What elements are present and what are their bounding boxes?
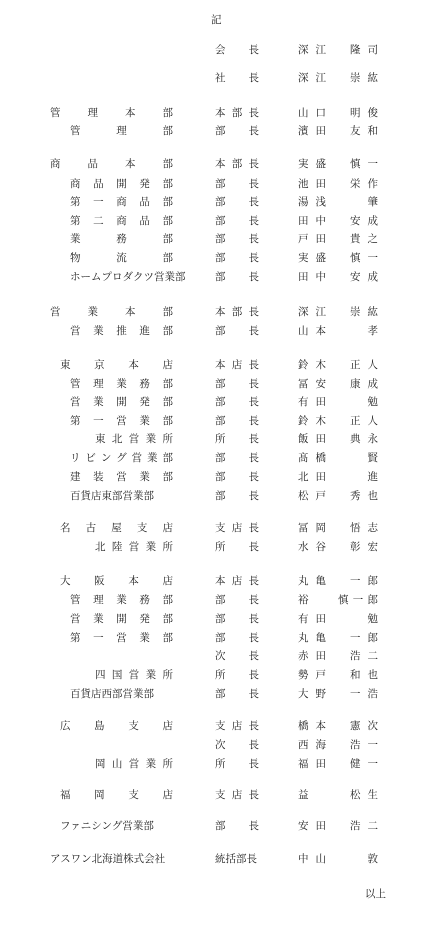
- person-name: [298, 378, 378, 391]
- given-name: 一 浩: [350, 688, 378, 700]
- person-name: [298, 415, 378, 428]
- person-name: [298, 396, 378, 409]
- org-label: 百貨店西部営業部: [70, 688, 154, 700]
- org-label: 東 京 本 店: [60, 359, 173, 371]
- given-name: 孝: [367, 325, 378, 337]
- org-label: アスワン北海道株式会社: [50, 853, 166, 865]
- org-label: 管 理 本 部: [50, 107, 173, 119]
- position-title: 部 長: [215, 613, 259, 625]
- person-name: [298, 522, 378, 535]
- family-name: 北 田: [298, 471, 326, 483]
- given-name: 正 人: [350, 359, 378, 371]
- person-name: [298, 196, 378, 209]
- family-name: 有 田: [298, 396, 326, 408]
- position-title: 部 長: [215, 688, 259, 700]
- family-name: 髙 橋: [298, 452, 326, 464]
- person-name: [298, 233, 378, 246]
- person-name: [298, 107, 378, 120]
- given-name: 友 和: [350, 125, 378, 137]
- family-name: 深 江: [298, 306, 326, 318]
- given-name: 浩 一: [350, 739, 378, 751]
- position-title: 部 長: [215, 378, 259, 390]
- person-name: [298, 613, 378, 626]
- org-label: 商 品 本 部: [50, 158, 173, 170]
- person-name: [298, 688, 378, 701]
- family-name: 深 江: [298, 44, 326, 56]
- org-label: 第 二 商 品 部: [70, 215, 173, 227]
- position-title: 部 長: [215, 215, 259, 227]
- position-title: 部 長: [215, 490, 259, 502]
- position-title: 部 長: [215, 325, 259, 337]
- position-title: 会 長: [215, 44, 259, 56]
- given-name: 一 郎: [350, 632, 378, 644]
- given-name: 康 成: [350, 378, 378, 390]
- given-name: 健 一: [350, 758, 378, 770]
- position-title: 部 長: [215, 594, 259, 606]
- org-label: 営 業 開 発 部: [70, 396, 173, 408]
- given-name: 慎 一: [350, 252, 378, 264]
- person-name: [298, 789, 378, 802]
- person-name: [298, 541, 378, 554]
- person-name: [298, 739, 378, 752]
- family-name: 勢 戸: [298, 669, 326, 681]
- org-label: 建 装 営 業 部: [70, 471, 173, 483]
- position-title: 本 店 長: [215, 575, 259, 587]
- family-name: 鈴 木: [298, 359, 326, 371]
- given-name: 浩 二: [350, 650, 378, 662]
- position-title: 本 部 長: [215, 306, 259, 318]
- given-name: 敦: [367, 853, 378, 865]
- family-name: 飯 田: [298, 433, 326, 445]
- org-label: 第 一 営 業 部: [70, 415, 173, 427]
- position-title: 部 長: [215, 178, 259, 190]
- position-title: 支 店 長: [215, 789, 259, 801]
- given-name: 隆 司: [350, 44, 378, 56]
- person-name: [298, 325, 378, 338]
- given-name: 慎 一: [350, 158, 378, 170]
- position-title: 部 長: [215, 396, 259, 408]
- org-label: 営 業 推 進 部: [70, 325, 173, 337]
- given-name: 勉: [367, 396, 378, 408]
- org-label: 営 業 本 部: [50, 306, 173, 318]
- family-name: 池 田: [298, 178, 326, 190]
- family-name: 赤 田: [298, 650, 326, 662]
- position-title: 部 長: [215, 196, 259, 208]
- org-label: 福 岡 支 店: [60, 789, 173, 801]
- family-name: 橋 本: [298, 720, 326, 732]
- family-name: 丸 亀: [298, 632, 326, 644]
- person-name: [298, 158, 378, 171]
- person-name: [298, 433, 378, 446]
- given-name: 崇 紘: [350, 72, 378, 84]
- family-name: 裕: [298, 594, 309, 606]
- position-title: 本 部 長: [215, 158, 259, 170]
- given-name: 貴 之: [350, 233, 378, 245]
- family-name: 西 海: [298, 739, 326, 751]
- given-name: 浩 二: [350, 820, 378, 832]
- org-label: 業 務 部: [70, 233, 173, 245]
- given-name: 悟 志: [350, 522, 378, 534]
- person-name: [298, 306, 378, 319]
- org-label: 管 理 業 務 部: [70, 378, 173, 390]
- family-name: 安 田: [298, 820, 326, 832]
- org-label: 百貨店東部営業部: [70, 490, 154, 502]
- person-name: [298, 72, 378, 85]
- family-name: 実 盛: [298, 158, 326, 170]
- given-name: 肇: [367, 196, 378, 208]
- position-title: 次 長: [215, 650, 259, 662]
- position-title: 所 長: [215, 669, 259, 681]
- person-name: [298, 359, 378, 372]
- family-name: 冨 岡: [298, 522, 326, 534]
- person-name: [298, 125, 378, 138]
- org-label: 第 一 営 業 部: [70, 632, 173, 644]
- given-name: 栄 作: [350, 178, 378, 190]
- given-name: 憲 次: [350, 720, 378, 732]
- person-name: [298, 632, 378, 645]
- position-title: 部 長: [215, 632, 259, 644]
- person-name: [298, 853, 378, 866]
- family-name: 益: [298, 789, 309, 801]
- person-name: [298, 452, 378, 465]
- position-title: 統括部長: [215, 853, 257, 865]
- family-name: 松 戸: [298, 490, 326, 502]
- org-label: ホームプロダクツ営業部: [70, 271, 186, 283]
- org-label: リ ビ ン グ 営 業 部: [70, 452, 173, 464]
- person-name: [298, 252, 378, 265]
- family-name: 丸 亀: [298, 575, 326, 587]
- given-name: 進: [367, 471, 378, 483]
- given-name: 彰 宏: [350, 541, 378, 553]
- person-name: [298, 471, 378, 484]
- position-title: 部 長: [215, 415, 259, 427]
- position-title: 部 長: [215, 252, 259, 264]
- position-title: 次 長: [215, 739, 259, 751]
- given-name: 一 郎: [350, 575, 378, 587]
- position-title: 部 長: [215, 271, 259, 283]
- org-label: 岡 山 営 業 所: [95, 758, 173, 770]
- org-label: 四 国 営 業 所: [95, 669, 173, 681]
- closing-text: 以上: [365, 888, 386, 900]
- family-name: 田 中: [298, 215, 326, 227]
- given-name: 安 成: [350, 271, 378, 283]
- org-label: 管 理 業 務 部: [70, 594, 173, 606]
- family-name: 山 本: [298, 325, 326, 337]
- position-title: 部 長: [215, 233, 259, 245]
- org-label: 名 古 屋 支 店: [60, 522, 173, 534]
- family-name: 鈴 木: [298, 415, 326, 427]
- person-name: [298, 178, 378, 191]
- org-label: 東 北 営 業 所: [95, 433, 173, 445]
- position-title: 所 長: [215, 758, 259, 770]
- given-name: 崇 紘: [350, 306, 378, 318]
- given-name: 和 也: [350, 669, 378, 681]
- position-title: 部 長: [215, 471, 259, 483]
- family-name: 有 田: [298, 613, 326, 625]
- person-name: [298, 271, 378, 284]
- given-name: 典 永: [350, 433, 378, 445]
- org-label: 営 業 開 発 部: [70, 613, 173, 625]
- person-name: [298, 44, 378, 57]
- given-name: 賢: [367, 452, 378, 464]
- org-label: 商 品 開 発 部: [70, 178, 173, 190]
- family-name: 濱 田: [298, 125, 326, 137]
- given-name: 秀 也: [350, 490, 378, 502]
- person-name: [298, 720, 378, 733]
- position-title: 部 長: [215, 125, 259, 137]
- person-name: [298, 490, 378, 503]
- document-title: 記: [211, 14, 222, 26]
- given-name: 勉: [367, 613, 378, 625]
- family-name: 山 口: [298, 107, 326, 119]
- person-name: [298, 820, 378, 833]
- given-name: 慎 一 郎: [338, 594, 378, 606]
- person-name: [298, 215, 378, 228]
- position-title: 部 長: [215, 820, 259, 832]
- position-title: 支 店 長: [215, 720, 259, 732]
- position-title: 所 長: [215, 541, 259, 553]
- family-name: 深 江: [298, 72, 326, 84]
- family-name: 冨 安: [298, 378, 326, 390]
- family-name: 湯 浅: [298, 196, 326, 208]
- org-label: 第 一 商 品 部: [70, 196, 173, 208]
- person-name: [298, 594, 378, 607]
- family-name: 大 野: [298, 688, 326, 700]
- position-title: 支 店 長: [215, 522, 259, 534]
- person-name: [298, 650, 378, 663]
- given-name: 正 人: [350, 415, 378, 427]
- org-label: 管 理 部: [70, 125, 173, 137]
- org-label: 大 阪 本 店: [60, 575, 173, 587]
- position-title: 所 長: [215, 433, 259, 445]
- org-label: 広 島 支 店: [60, 720, 173, 732]
- position-title: 本 部 長: [215, 107, 259, 119]
- org-label: ファニシング営業部: [60, 820, 154, 832]
- given-name: 松 生: [350, 789, 378, 801]
- position-title: 社 長: [215, 72, 259, 84]
- given-name: 明 俊: [350, 107, 378, 119]
- org-label: 北 陸 営 業 所: [95, 541, 173, 553]
- family-name: 田 中: [298, 271, 326, 283]
- position-title: 部 長: [215, 452, 259, 464]
- org-label: 物 流 部: [70, 252, 173, 264]
- person-name: [298, 575, 378, 588]
- family-name: 中 山: [298, 853, 326, 865]
- given-name: 安 成: [350, 215, 378, 227]
- family-name: 実 盛: [298, 252, 326, 264]
- family-name: 福 田: [298, 758, 326, 770]
- family-name: 戸 田: [298, 233, 326, 245]
- position-title: 本 店 長: [215, 359, 259, 371]
- family-name: 水 谷: [298, 541, 326, 553]
- person-name: [298, 758, 378, 771]
- person-name: [298, 669, 378, 682]
